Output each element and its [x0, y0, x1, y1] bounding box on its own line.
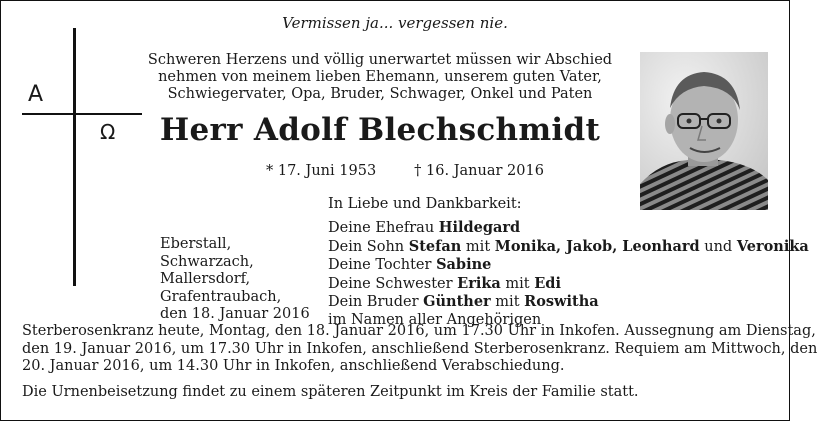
- mourner-name: Edi: [534, 274, 561, 292]
- mourner-line: [328, 275, 809, 294]
- mourners-list: [328, 219, 809, 329]
- mourner-text: mit: [461, 238, 495, 255]
- intro-text: [140, 52, 620, 103]
- cross-vertical-bar: [73, 28, 76, 286]
- mourner-line: [328, 219, 809, 238]
- omega-symbol: Ω: [100, 120, 116, 144]
- mourner-text: Deine Ehefrau: [328, 220, 439, 236]
- service-line: Sterberosenkranz heute, Montag, den 18. Januar 2016, um 17.30 Uhr in Inkofen. Aussegnung am Dienstag,: [22, 323, 816, 339]
- mourner-text: mit: [490, 294, 525, 310]
- deceased-name: Herr Adolf Blechschmidt: [159, 112, 601, 148]
- mourner-line: [328, 238, 809, 257]
- motto: Vermissen ja... vergessen nie.: [282, 14, 508, 32]
- cross-horizontal-bar: [22, 113, 142, 115]
- mourner-text: im Namen aller Angehörigen: [328, 311, 542, 328]
- place-line: Schwarzach,: [160, 253, 254, 270]
- mourner-text: Deine Schwester: [328, 275, 458, 292]
- birth-date: * 17. Juni 1953: [266, 163, 377, 179]
- intro-line: Schwiegervater, Opa, Bruder, Schwager, Onkel und Paten: [167, 86, 593, 102]
- service-details: [22, 323, 817, 376]
- mourner-text: und: [699, 238, 737, 255]
- intro-line: Schweren Herzens und völlig unerwartet müssen wir Abschied: [147, 52, 613, 68]
- service-line: 20. Januar 2016, um 14.30 Uhr in Inkofen, anschließend Verabschiedung.: [22, 358, 565, 374]
- mourner-text: Dein Bruder: [328, 294, 424, 310]
- place-line: den 18. Januar 2016: [160, 306, 310, 322]
- mourner-text: Dein Sohn: [328, 238, 409, 255]
- death-date: † 16. Januar 2016: [414, 163, 544, 179]
- portrait-photo: [640, 52, 768, 210]
- place-line: Mallersdorf,: [160, 271, 251, 287]
- mourner-name: Roswitha: [524, 293, 599, 310]
- intro-line: nehmen von meinem lieben Ehemann, unserem guten Vater,: [158, 69, 602, 85]
- mourner-name: Hildegard: [438, 219, 521, 236]
- mourner-line: [328, 293, 809, 312]
- alpha-symbol: A: [28, 82, 44, 107]
- mourner-name: Monika, Jakob, Leonhard: [494, 237, 700, 255]
- mourner-name: Sabine: [436, 256, 492, 273]
- mourner-name: Stefan: [408, 237, 462, 255]
- place-and-date: [160, 236, 310, 324]
- mourner-line: [328, 256, 809, 275]
- mourner-text: Deine Tochter: [328, 257, 437, 273]
- mourner-name: Veronika: [736, 237, 809, 255]
- place-line: Eberstall,: [160, 236, 232, 252]
- place-line: Grafentraubach,: [160, 288, 282, 305]
- mourner-text: mit: [500, 275, 535, 292]
- urn-burial-note: Die Urnenbeisetzung findet zu einem späteren Zeitpunkt im Kreis der Familie statt.: [22, 384, 639, 400]
- mourner-name: Günther: [423, 293, 491, 310]
- mourner-name: Erika: [457, 274, 501, 292]
- service-line: den 19. Januar 2016, um 17.30 Uhr in Inkofen, anschließend Sterberosenkranz. Requiem am Mittwoch, den: [22, 340, 817, 357]
- life-dates: [266, 163, 544, 179]
- thanks-heading: In Liebe und Dankbarkeit:: [328, 196, 522, 212]
